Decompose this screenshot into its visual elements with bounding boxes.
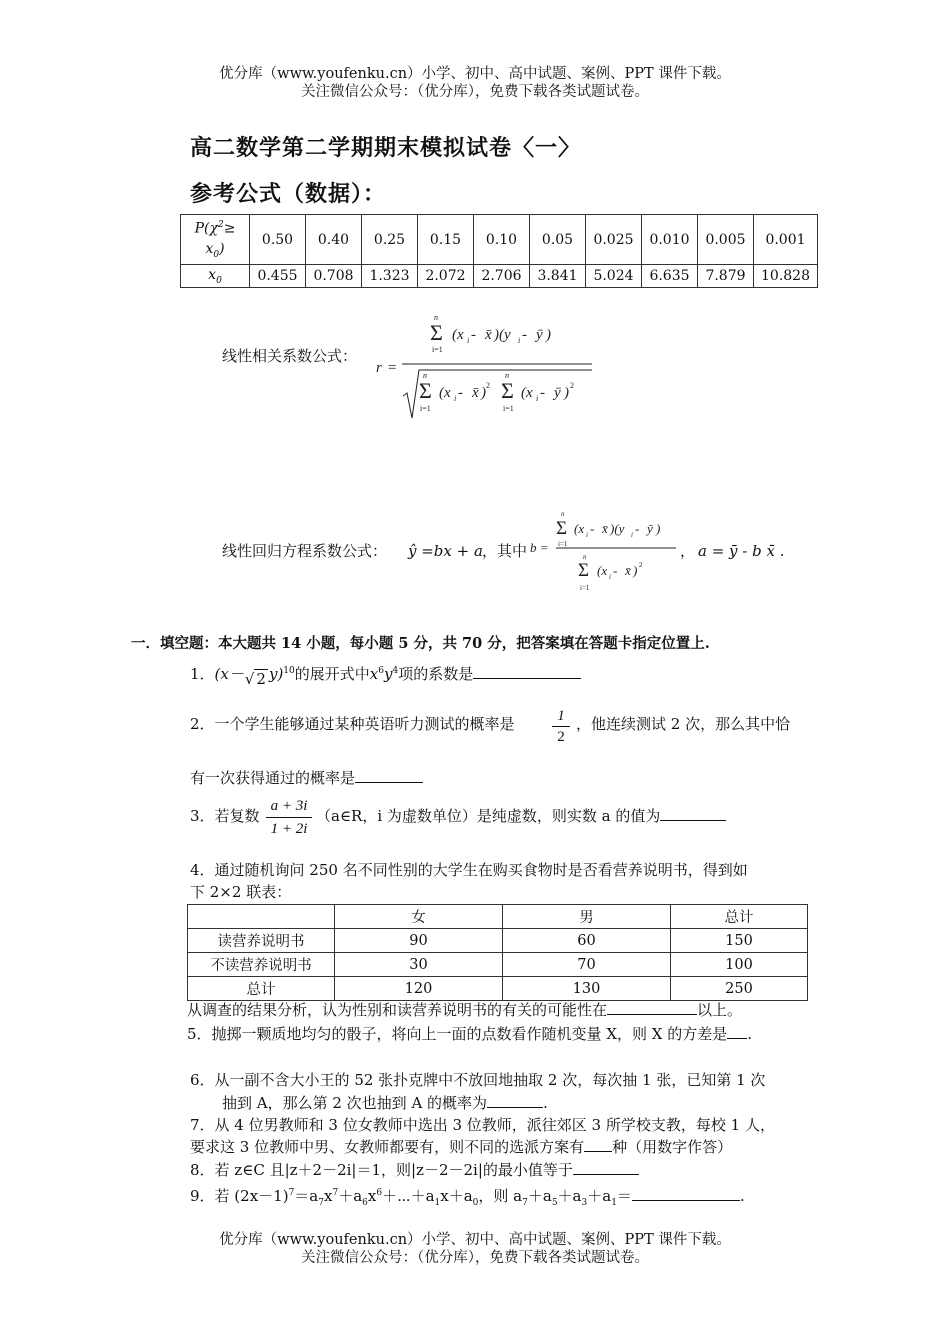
svg-text:): )	[633, 563, 638, 578]
question-2-line-2: 有一次获得通过的概率是	[190, 767, 423, 789]
svg-text:x̄: x̄	[625, 563, 631, 578]
svg-text:2: 2	[486, 381, 490, 390]
svg-text:)(y: )(y	[610, 521, 625, 536]
svg-text:x̄: x̄	[602, 521, 608, 536]
svg-text:i: i	[586, 531, 588, 539]
contingency-table	[187, 904, 808, 1001]
svg-text:x̄: x̄	[485, 327, 492, 343]
x0-value-cell: 0.455	[250, 265, 306, 288]
x0-value-cell: 5.024	[586, 265, 642, 288]
svg-text:i: i	[609, 573, 611, 581]
chi-square-x0-row	[181, 265, 818, 288]
table-cell: 30	[335, 953, 503, 977]
p-value-cell: 0.40	[306, 215, 362, 265]
svg-text:n: n	[423, 371, 427, 380]
svg-text:(x: (x	[439, 385, 451, 401]
svg-text:n: n	[505, 371, 509, 380]
p-label-cell: $P(\chi^2\ge$ $x_0$)	[181, 215, 250, 265]
question-3-lead: 3．若复数	[190, 807, 260, 825]
svg-text:-: -	[458, 385, 463, 401]
question-4-conclusion: 从调查的结果分析，认为性别和读营养说明书的有关的可能性在 以上。	[187, 1001, 743, 1019]
p-value-cell: 0.010	[642, 215, 698, 265]
regression-formula-label: 线性回归方程系数公式：	[222, 542, 388, 560]
svg-text:n: n	[434, 313, 438, 322]
svg-text:i: i	[454, 394, 457, 403]
question-6-line-2: 抽到 A，那么第 2 次也抽到 A 的概率为 .	[222, 1094, 548, 1112]
svg-text:ȳ: ȳ	[536, 327, 543, 343]
svg-text:-: -	[522, 327, 527, 343]
page-title: 高二数学第二学期期末模拟试卷〈一〉	[190, 135, 582, 161]
table-cell: 100	[671, 953, 808, 977]
table-row	[188, 953, 808, 977]
regression-b-formula	[530, 508, 680, 600]
svg-text:Σ: Σ	[578, 560, 590, 581]
table-cell: 130	[503, 977, 671, 1001]
answer-blank[interactable]	[573, 1160, 639, 1175]
answer-blank[interactable]	[487, 1093, 543, 1108]
header-line-2: 关注微信公众号：（优分库），免费下载各类试题试卷。	[301, 84, 649, 100]
p-value-cell: 0.05	[530, 215, 586, 265]
svg-text:2: 2	[570, 381, 574, 390]
svg-text:2: 2	[639, 561, 643, 569]
svg-text:i=1: i=1	[580, 584, 590, 592]
table-cell: 90	[335, 929, 503, 953]
table-cell: 不读营养说明书	[188, 953, 335, 977]
p-value-cell: 0.025	[586, 215, 642, 265]
x0-value-cell: 1.323	[362, 265, 418, 288]
svg-text:-: -	[590, 521, 595, 536]
p-value-cell: 0.25	[362, 215, 418, 265]
answer-blank[interactable]	[473, 664, 581, 679]
x0-value-cell: 2.072	[418, 265, 474, 288]
table-cell: 250	[671, 977, 808, 1001]
r-symbol: r	[376, 360, 382, 376]
p-value-cell: 0.15	[418, 215, 474, 265]
sqrt-symbol: √ 2	[244, 670, 266, 688]
table-row	[188, 977, 808, 1001]
svg-text:b =: b =	[530, 540, 549, 555]
p-value-cell: 0.50	[250, 215, 306, 265]
svg-text:(x: (x	[574, 521, 585, 536]
svg-text:Σ: Σ	[430, 320, 443, 345]
table-cell: 读营养说明书	[188, 929, 335, 953]
svg-text:i: i	[536, 394, 539, 403]
p-value-cell: 0.005	[698, 215, 754, 265]
question-5: 5．抛掷一颗质地均匀的骰子，将向上一面的点数看作随机变量 X，则 X 的方差是 .	[187, 1025, 752, 1043]
x0-value-cell: 6.635	[642, 265, 698, 288]
section-heading: 一．填空题：本大题共 14 小题，每小题 5 分，共 70 分，把答案填在答题卡指定位置上.	[131, 635, 710, 652]
answer-blank[interactable]	[584, 1137, 612, 1152]
svg-text:i=1: i=1	[503, 404, 514, 413]
answer-blank[interactable]	[632, 1186, 740, 1201]
question-6-line-1: 6．从一副不含大小王的 52 张扑克牌中不放回地抽取 2 次，每次抽 1 张，已知第 1 次	[190, 1071, 766, 1089]
svg-text:i: i	[518, 336, 521, 345]
svg-text:-: -	[540, 385, 545, 401]
footer-line-2: 关注微信公众号：（优分库），免费下载各类试题试卷。	[301, 1250, 649, 1266]
question-4-line-1: 4．通过随机询问 250 名不同性别的大学生在购买食物时是否看营养说明书，得到如	[190, 861, 748, 879]
regression-a-formula: a = ȳ - b x̄ .	[698, 542, 785, 560]
answer-blank[interactable]	[355, 768, 423, 783]
question-3-rest: （a∈R，i 为虚数单位）是纯虚数，则实数 a 的值为	[316, 805, 726, 827]
footer-line-1: 优分库（www.youfenku.cn）小学、初中、高中试题、案例、PPT 课件下载。	[219, 1232, 731, 1248]
x0-label-cell: $x_0$	[181, 265, 250, 288]
table-cell: 总计	[188, 977, 335, 1001]
x0-value-cell: 7.879	[698, 265, 754, 288]
question-1: 1．(x－√ 2 y)$^{10}$的展开式中$x^6y^4$项的系数是	[190, 660, 581, 685]
chi-square-table	[180, 214, 818, 288]
svg-text:): )	[564, 385, 569, 401]
chi-square-p-row	[181, 215, 818, 265]
table-cell: 女	[335, 905, 503, 929]
table-cell: 70	[503, 953, 671, 977]
correlation-formula-label: 线性相关系数公式：	[222, 347, 358, 365]
fraction-one-half: $\frac{1}{2}$	[552, 706, 570, 747]
complex-fraction: $\frac{a + 3i}{1 + 2i}$	[266, 795, 312, 840]
svg-text:i=1: i=1	[558, 540, 568, 548]
svg-text:-: -	[635, 521, 640, 536]
reference-formulas-title: 参考公式（数据）：	[190, 181, 387, 207]
table-cell: 120	[335, 977, 503, 1001]
svg-text:i=1: i=1	[420, 404, 431, 413]
answer-blank[interactable]	[727, 1024, 747, 1039]
answer-blank[interactable]	[607, 1000, 697, 1015]
table-row	[188, 929, 808, 953]
question-4-line-2: 下 2×2 联表：	[190, 883, 292, 901]
svg-text:): )	[656, 521, 661, 536]
svg-text:(x: (x	[597, 563, 608, 578]
svg-text:i: i	[631, 531, 633, 539]
table-cell: 150	[671, 929, 808, 953]
svg-text:): )	[546, 327, 551, 343]
x0-value-cell: 2.706	[474, 265, 530, 288]
svg-text:n: n	[561, 510, 565, 518]
svg-text:i=1: i=1	[432, 345, 443, 354]
svg-text:ȳ: ȳ	[554, 385, 561, 401]
svg-text:)(y: )(y	[494, 327, 511, 343]
answer-blank[interactable]	[660, 806, 726, 821]
question-2-line-1: 2．一个学生能够通过某种英语听力测试的概率是	[190, 715, 515, 733]
svg-text:(x: (x	[452, 327, 464, 343]
table-cell: 总计	[671, 905, 808, 929]
p-value-cell: 0.001	[754, 215, 818, 265]
svg-text:(x: (x	[521, 385, 533, 401]
svg-text:Σ: Σ	[501, 378, 514, 403]
svg-text:=: =	[388, 360, 397, 376]
svg-text:): )	[481, 385, 486, 401]
table-row	[188, 905, 808, 929]
svg-text:i: i	[467, 336, 470, 345]
question-8: 8．若 z∈C 且|z＋2－2i|＝1，则|z－2－2i|的最小值等于	[190, 1159, 639, 1181]
svg-text:Σ: Σ	[419, 378, 432, 403]
x0-value-cell: 10.828	[754, 265, 818, 288]
x0-value-cell: 3.841	[530, 265, 586, 288]
p-value-cell: 0.10	[474, 215, 530, 265]
question-2-line-1b: ，他连续测试 2 次，那么其中恰	[576, 715, 791, 733]
svg-text:-: -	[613, 563, 618, 578]
svg-text:ȳ: ȳ	[647, 521, 653, 536]
header-line-1: 优分库（www.youfenku.cn）小学、初中、高中试题、案例、PPT 课件下载。	[219, 66, 731, 82]
question-7-line-2: 要求这 3 位教师中男、女教师都要有，则不同的选派方案有 种（用数字作答）	[190, 1138, 733, 1156]
svg-text:Σ: Σ	[556, 518, 568, 539]
table-cell: 男	[503, 905, 671, 929]
svg-text:-: -	[471, 327, 476, 343]
table-cell	[188, 905, 335, 929]
regression-where: ，其中	[482, 542, 528, 560]
svg-text:x̄: x̄	[472, 385, 479, 401]
correlation-formula	[370, 310, 600, 425]
regression-equation: ŷ =bx + a	[408, 542, 483, 560]
question-9: 9．若 $(2x-1)^7=a_7x^7+a_6x^6+\cdots+a_1x+a_0$，则 $a_7+a_5+a_3+a_1=$ .	[190, 1187, 745, 1208]
regression-comma: ，	[680, 542, 696, 560]
question-7-line-1: 7．从 4 位男教师和 3 位女教师中选出 3 位教师，派往郊区 3 所学校支教，每校 1 人，	[190, 1116, 775, 1134]
table-cell: 60	[503, 929, 671, 953]
x0-value-cell: 0.708	[306, 265, 362, 288]
svg-text:n: n	[583, 553, 587, 561]
